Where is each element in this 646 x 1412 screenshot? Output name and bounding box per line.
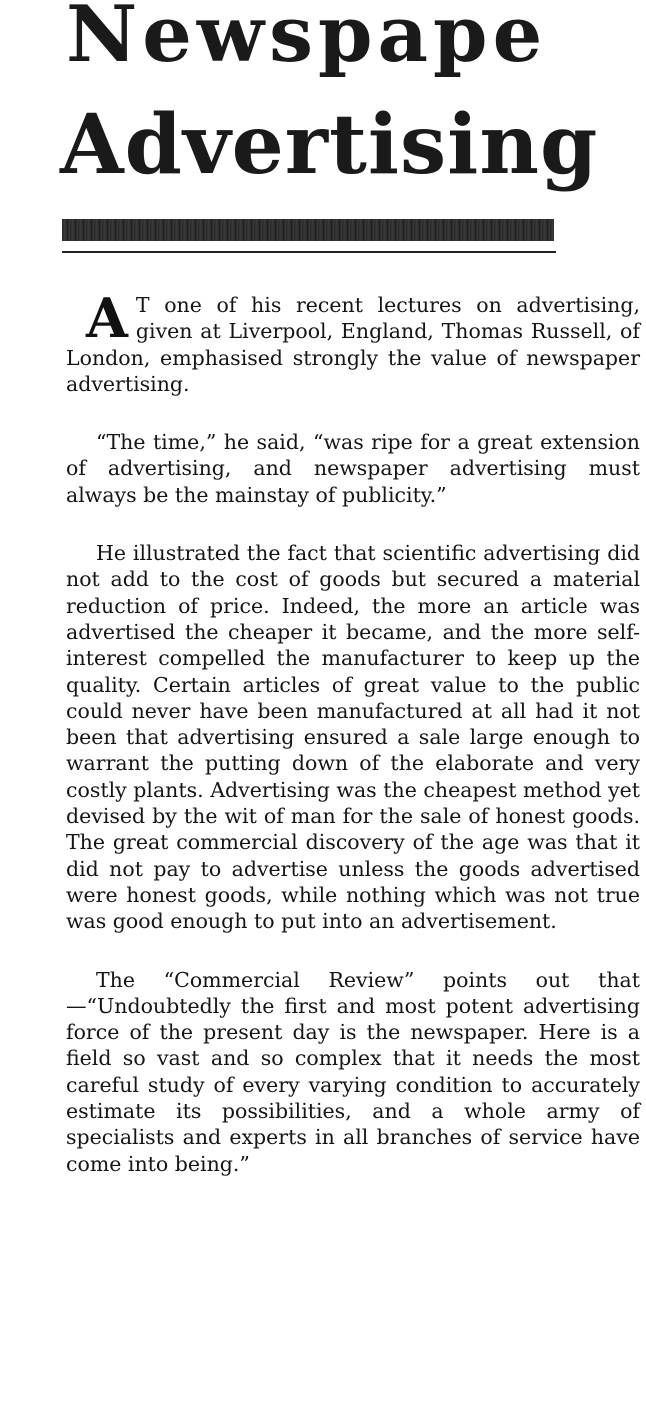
article-paragraph-3: He illustrated the fact that scientific advertising did not add to the cost of goods but secured a material reduction of price. Indeed, the more an article was advertised the cheaper it became, and the more self-interest compelled the manufacturer to keep up the quality. Certain articles of great value to the public could never have been manufactured at all had it not been that advertising ensured a sale large enough to warrant the putting down of the elaborate and very costly plants. Advertising was the cheapest method yet devised by the wit of man for the sale of honest goods. The great commercial discovery of the age was that it did not pay to advertise unless the goods advertised were honest goods, while nothing which was not true was good enough to put into an advertisement. — [66, 541, 640, 934]
article-paragraph-1-text: T one of his recent lectures on advertising, given at Liverpool, England, Thomas Russell, of London, emphasised strongly the value of newspaper advertising. — [66, 293, 640, 396]
article-body — [66, 286, 640, 1177]
headline-line-2: Advertising — [60, 97, 599, 193]
article-paragraph-2: “The time,” he said, “was ripe for a great extension of advertising, and newspaper advertising must always be the mainstay of publicity.” — [66, 430, 640, 507]
headline-thin-rule — [62, 251, 556, 253]
headline-line-1: Newspape — [66, 0, 548, 80]
article-paragraph-4: The “Commercial Review” points out that—“Undoubtedly the first and most potent advertising force of the present day is the newspaper. Here is a field so vast and so complex that it needs the most careful study of every varying condition to accurately estimate its possibilities, and a whole army of specialists and experts in all branches of service have come into being.” — [66, 967, 640, 1176]
article-paragraph-1 — [66, 286, 640, 397]
drop-cap: A — [86, 286, 128, 350]
headline-thick-rule — [62, 219, 554, 241]
